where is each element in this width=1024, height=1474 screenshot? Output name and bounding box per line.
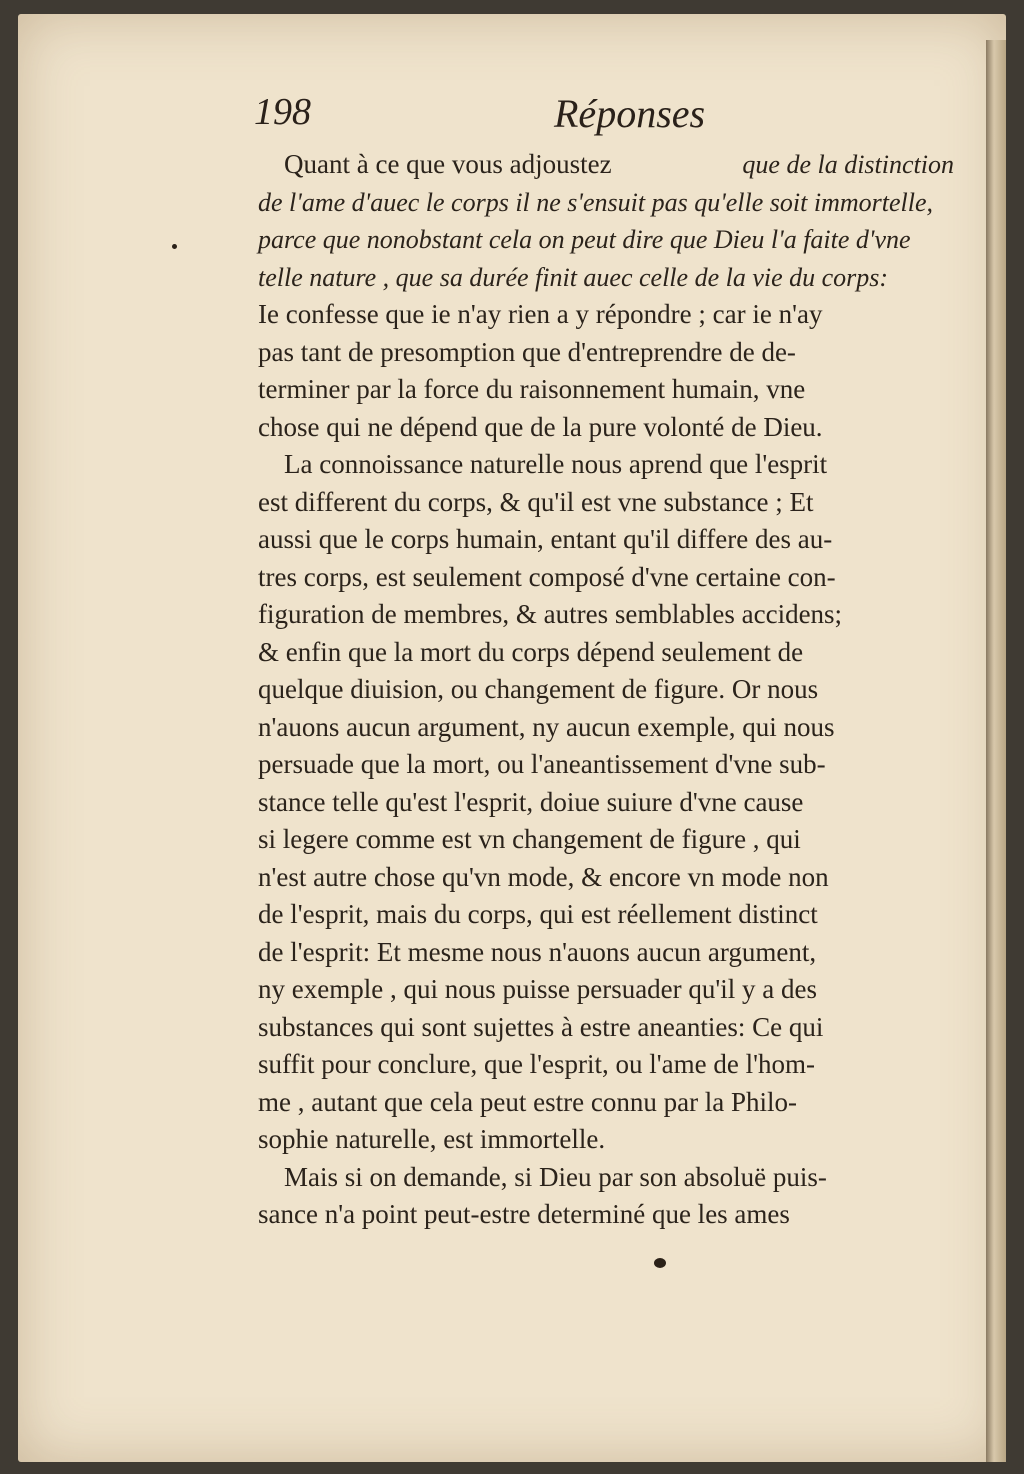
text-line: quelque diuision, ou changement de figure. Or nous [258, 674, 819, 704]
text-line: ny exemple , qui nous puisse persuader qu'il y a des [258, 974, 817, 1004]
text-line: n'auons aucun argument, ny aucun exemple, qui nous [258, 711, 835, 742]
text-line: Ie confesse que ie n'ay rien a y répondre ; car ie n'ay [258, 299, 823, 329]
text-line: si legere comme est vn changement de figure , qui [258, 824, 801, 854]
page-edge [986, 40, 1006, 1462]
body-text [258, 146, 954, 1234]
ink-spot [654, 1258, 666, 1268]
text-line: de l'esprit, mais du corps, qui est réellement distinct [258, 899, 818, 929]
text-line: persuade que la mort, ou l'aneantissement d'vne sub- [258, 749, 826, 779]
running-title: Réponses [554, 91, 706, 136]
text-line: de l'esprit: Et mesme nous n'auons aucun argument, [258, 936, 817, 967]
text-line: figuration de membres, & autres semblables accidens; [258, 599, 843, 629]
text-line: est different du corps, & qu'il est vne substance ; Et [258, 486, 814, 517]
text-line: pas tant de presomption que d'entreprendre de de- [258, 336, 796, 367]
text-line: sance n'a point peut-estre determiné que les ames [258, 1199, 790, 1229]
text-line: parce que nonobstant cela on peut dire que Dieu l'a faite d'vne [258, 225, 911, 254]
text-line: Quant à ce que vous adjoustez que de la distinction [284, 149, 954, 179]
paper-page [18, 14, 1006, 1462]
text-line: Mais si on demande, si Dieu par son absoluë puis- [284, 1161, 827, 1192]
text-line: aussi que le corps humain, entant qu'il differe des au- [258, 524, 833, 554]
text-line: stance telle qu'est l'esprit, doiue suiure d'vne cause [258, 786, 804, 817]
text-line: telle nature , que sa durée finit auec celle de la vie du corps: [258, 262, 889, 292]
text-line: terminer par la force du raisonnement humain, vne [258, 374, 806, 404]
text-line: La connoissance naturelle nous aprend que l'esprit [284, 449, 828, 479]
text-line: tres corps, est seulement composé d'vne certaine con- [258, 561, 836, 592]
text-line: suffit pour conclure, que l'esprit, ou l'ame de l'hom- [258, 1049, 815, 1079]
ink-spot [172, 244, 177, 249]
running-head [250, 90, 730, 138]
page-number: 198 [254, 91, 311, 133]
text-line: & enfin que la mort du corps dépend seulement de [258, 636, 804, 667]
text-line: substances qui sont sujettes à estre aneanties: Ce qui [258, 1011, 824, 1042]
text-line: chose qui ne dépend que de la pure volonté de Dieu. [258, 411, 823, 442]
text-line: me , autant que cela peut estre connu par la Philo- [258, 1086, 798, 1117]
text-line: sophie naturelle, est immortelle. [258, 1124, 606, 1154]
text-line: n'est autre chose qu'vn mode, & encore vn mode non [258, 861, 829, 892]
text-line: de l'ame d'auec le corps il ne s'ensuit pas qu'elle soit immortelle, [258, 187, 934, 217]
